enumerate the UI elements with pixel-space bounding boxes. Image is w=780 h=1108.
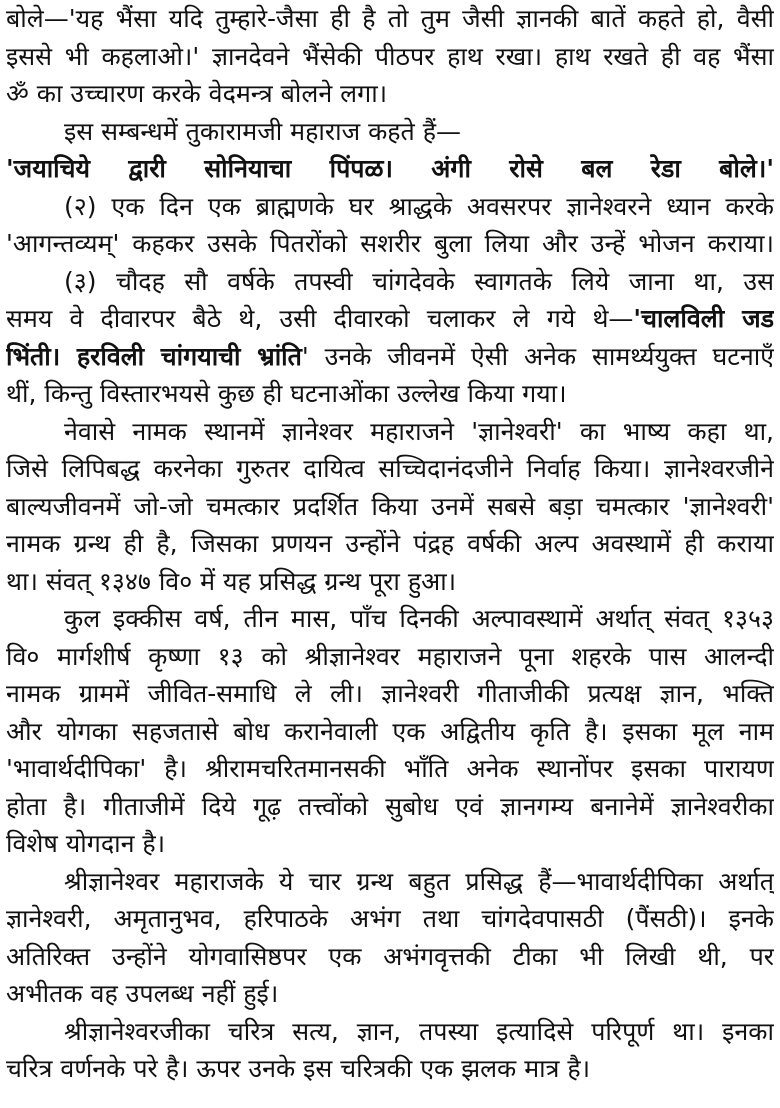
line-text: अतिरिक्त उन्होंने योगवासिष्ठपर एक अभंगवृत्तकी टीका भी लिखी थी, पर <box>6 941 774 971</box>
text-line <box>6 788 774 826</box>
text-line <box>6 488 774 526</box>
line-text: नेवासे नामक स्थानमें ज्ञानेश्वर महाराजने 'ज्ञानेश्वरी' का भाष्य कहा था, <box>64 416 774 446</box>
text-line <box>6 225 774 263</box>
line-text: बाल्यजीवनमें जो-जो चमत्कार प्रदर्शित किया उनमें सबसे बड़ा चमत्कार 'ज्ञानेश्वरी' <box>6 491 774 521</box>
paragraph-first-line <box>6 600 774 638</box>
line-text: (२) एक दिन एक ब्राह्मणके घर श्राद्धके अवसरपर ज्ञानेश्वरने ध्यान करके <box>64 191 774 221</box>
text-line <box>6 900 774 938</box>
line-text: श्रीज्ञानेश्वर महाराजके ये चार ग्रन्थ बहुत प्रसिद्ध हैं—भावार्थदीपिका अर्थात् <box>64 866 774 896</box>
paragraph-first-line <box>6 113 774 151</box>
text-line <box>6 713 774 751</box>
line-text: इससे भी कहलाओ।' ज्ञानदेवने भैंसेकी पीठपर हाथ रखा। हाथ रखते ही वह भैंसा <box>6 41 774 71</box>
line-text: (३) चौदह सौ वर्षके तपस्वी चांगदेवके स्वागतके लिये जाना था, उस <box>64 266 774 296</box>
bold-quote-text: 'जयाचिये द्वारी सोनियाचा पिंपळ। अंगी रोसे बल रेडा बोले।' <box>6 154 774 183</box>
line-text: विशेष योगदान है। <box>6 829 166 858</box>
line-text: था। संवत् १३४७ वि० में यह प्रसिद्ध ग्रन्थ पूरा हुआ। <box>6 566 457 596</box>
text-line <box>6 938 774 976</box>
text-line <box>6 1050 774 1088</box>
text-line <box>6 0 774 38</box>
line-text: वि० मार्गशीर्ष कृष्णा १३ को श्रीज्ञानेश्वर महाराजने पूना शहरके पास आलन्दी <box>6 641 774 671</box>
paragraph-first-line <box>6 863 774 901</box>
line-text: इस सम्बन्धमें तुकारामजी महाराज कहते हैं— <box>64 116 462 146</box>
text-line <box>6 375 774 413</box>
text-line <box>6 75 774 113</box>
line-text: कुल इक्कीस वर्ष, तीन मास, पाँच दिनकी अल्पावस्थामें अर्थात् संवत् १३५३ <box>64 604 774 633</box>
line-text: समय वे दीवारपर बैठे थे, उसी दीवारको चलाकर ले गये थे— <box>6 304 634 333</box>
text-line <box>6 563 774 601</box>
line-text: बोले—'यह भैंसा यदि तुम्हारे-जैसा ही है तो तुम जैसी ज्ञानकी बातें कहते हो, वैसी <box>6 4 774 33</box>
document-page <box>6 0 774 1088</box>
paragraph-first-line <box>6 188 774 226</box>
line-text: ज्ञानेश्वरी, अमृतानुभव, हरिपाठके अभंग तथा चांगदेवपासठी (पैंसठी)। इनके <box>6 904 774 933</box>
text-line <box>6 750 774 788</box>
text-line <box>6 338 774 376</box>
text-line <box>6 675 774 713</box>
line-text: थीं, किन्तु विस्तारभयसे कुछ ही घटनाओंका उल्लेख किया गया। <box>6 379 567 408</box>
line-text: अभीतक वह उपलब्ध नहीं हुई। <box>6 979 279 1008</box>
paragraph-first-line <box>6 1013 774 1051</box>
text-line <box>6 450 774 488</box>
text-line <box>6 975 774 1013</box>
paragraph-first-line <box>6 263 774 301</box>
line-text: ॐ का उच्चारण करके वेदमन्त्र बोलने लगा। <box>6 79 388 108</box>
line-text: चरित्र वर्णनके परे है। ऊपर उनके इस चरित्रकी एक झलक मात्र है। <box>6 1054 591 1083</box>
line-text: ' उनके जीवनमें ऐसी अनेक सामर्थ्ययुक्त घटनाएँ <box>301 341 774 371</box>
line-text: 'भावार्थदीपिका' है। श्रीरामचरितमानसकी भाँति अनेक स्थानोंपर इसका पारायण <box>6 754 774 783</box>
text-line <box>6 638 774 676</box>
line-text: और योगका सहजतासे बोध करानेवाली एक अद्वितीय कृति है। इसका मूल नाम <box>6 716 774 746</box>
text-line <box>6 525 774 563</box>
text-line <box>6 300 774 338</box>
text-line <box>6 38 774 76</box>
paragraph-first-line <box>6 413 774 451</box>
text-line <box>6 150 774 188</box>
line-text: नामक ग्राममें जीवित-समाधि ले ली। ज्ञानेश्वरी गीताजीकी प्रत्यक्ष ज्ञान, भक्ति <box>6 679 774 708</box>
line-text: होता है। गीताजीमें दिये गूढ़ तत्त्वोंको सुबोध एवं ज्ञानगम्य बनानेमें ज्ञानेश्वरीका <box>6 791 774 821</box>
bold-quote-text: 'चालविली जड <box>633 304 774 333</box>
line-text: श्रीज्ञानेश्वरजीका चरित्र सत्य, ज्ञान, तपस्या इत्यादिसे परिपूर्ण था। इनका <box>64 1016 774 1046</box>
line-text: नामक ग्रन्थ ही है, जिसका प्रणयन उन्होंने पंद्रह वर्षकी अल्प अवस्थामें ही कराया <box>6 529 774 558</box>
line-text: 'आगन्तव्यम्' कहकर उसके पितरोंको सशरीर बुला लिया और उन्हें भोजन कराया। <box>6 229 774 258</box>
bold-quote-text: भिंती। हरविली चांगयाची भ्रांति <box>6 341 302 371</box>
line-text: जिसे लिपिबद्ध करनेका गुरुतर दायित्व सच्चिदानंदजीने निर्वाह किया। ज्ञानेश्वरजीने <box>6 454 774 483</box>
text-line <box>6 825 774 863</box>
